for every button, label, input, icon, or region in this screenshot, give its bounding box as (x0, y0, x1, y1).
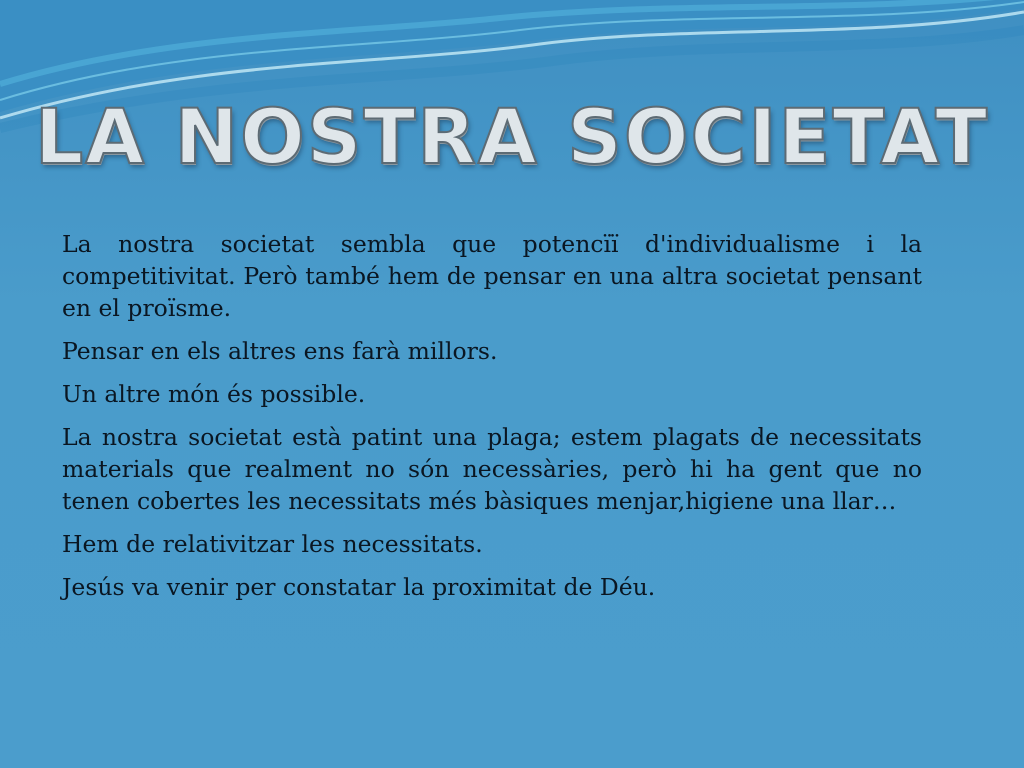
paragraph-5: Hem de relativitzar les necessitats. (62, 530, 483, 558)
paragraph-2: Pensar en els altres ens farà millors. (62, 337, 498, 365)
slide-title: LA NOSTRA SOCIETAT (34, 92, 990, 181)
paragraph-1: La nostra societat sembla que potencïï d'individualisme i la competitivitat. Però també hem de pensar en una altra societat pensant en el proïsme. (62, 230, 922, 322)
slide-body (62, 228, 922, 614)
paragraph-3: Un altre món és possible. (62, 380, 366, 408)
paragraph-4: La nostra societat està patint una plaga; estem plagats de necessitats materials que realment no són necessàries, però hi ha gent que no tenen cobertes les necessitats més bàsiques menjar,higiene una llar… (62, 423, 922, 515)
paragraph-6: Jesús va venir per constatar la proximitat de Déu. (62, 573, 656, 601)
